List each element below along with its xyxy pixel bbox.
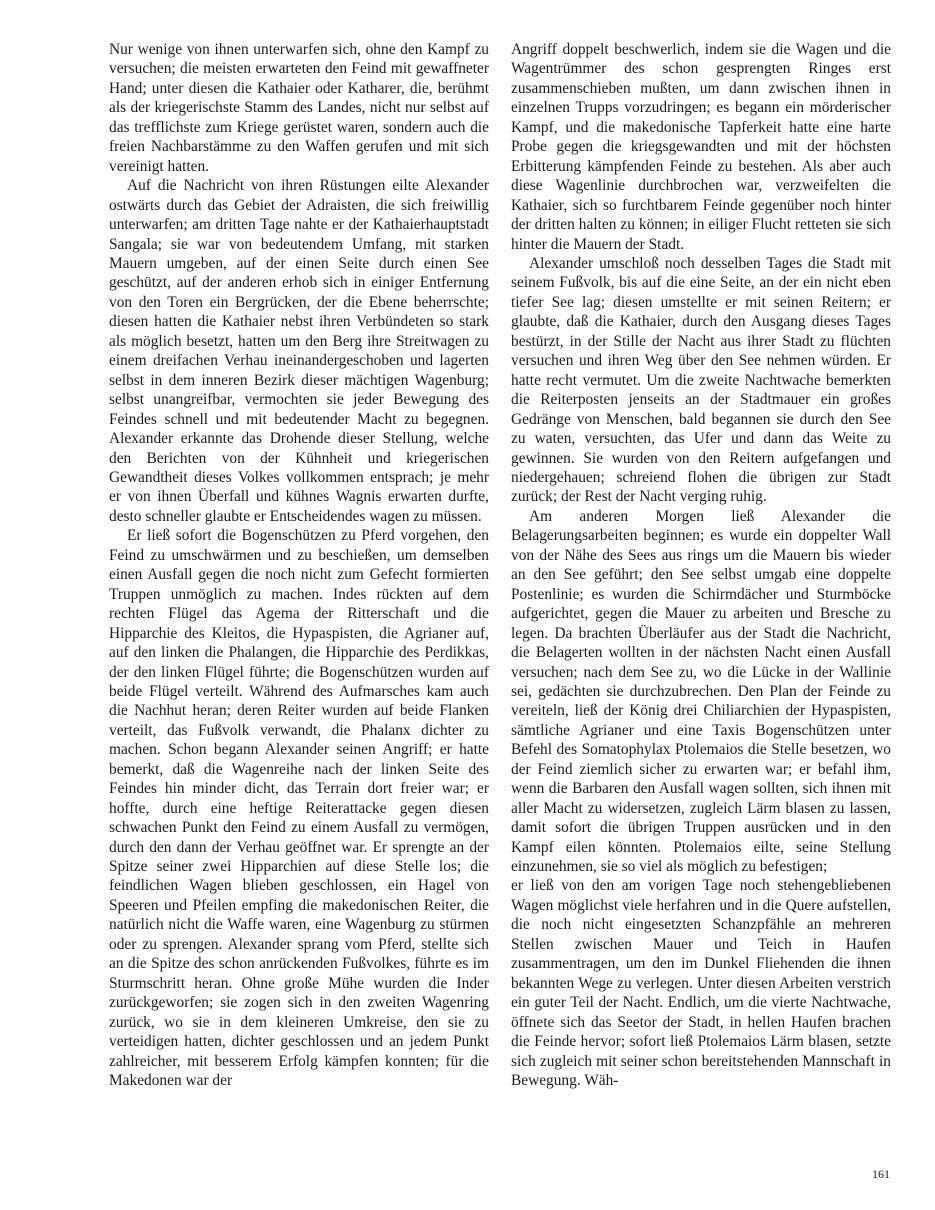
paragraph: Angriff doppelt beschwerlich, indem sie die Wagen und die Wagentrümmer des schon gesprengten Ringes erst zusammenschieben mußten, um dann zwischen ihnen in einzelnen Trupps vorzudringen; es begann ein mörderischer Kampf, und die makedonische Tapferkeit hatte eine harte Probe gegen die kriegsgewandten und mit der höchsten Erbitterung kämpfenden Feinde zu bestehen. Als aber auch diese Wagenlinie durchbrochen war, verzweifelten die Kathaier, sich so furchtbarem Feinde gegenüber noch hinter der dritten halten zu können; in eiliger Flucht retteten sie sich hinter die Mauern der Stadt. (511, 41, 891, 253)
paragraph: Auf die Nachricht von ihren Rüstungen eilte Alexander ostwärts durch das Gebiet der Adraisten, die sich freiwillig unterwarfen; am dritten Tage nahte er der Kathaierhauptstadt Sangala; sie war von bedeutendem Umfang, mit starken Mauern umgeben, auf der einen Seite durch einen See geschützt, auf der anderen erhob sich in einiger Entfernung von den Toren ein Bergrücken, der die Ebene beherrschte; diesen hatten die Kathaier nebst ihren Verbündeten so stark als möglich besetzt, hatten um den Berg ihre Streitwagen zu einem dreifachen Verhau ineinandergeschoben und lagerten selbst in dem inneren Bezirk dieser mächtigen Wagenburg; selbst unangreifbar, vermochten sie jeder Bewegung des Feindes schnell und mit bedeutender Macht zu begegnen. Alexander erkannte das Drohende dieser Stellung, welche den Berichten von der Kühnheit und kriegerischen Gewandtheit dieses Volkes vollkommen entsprach; je mehr er von ihnen Überfall und kühnes Wagnis erwarten durfte, desto schneller glaubte er Entscheidendes wagen zu müssen. (109, 177, 489, 525)
left-text-column (109, 40, 489, 1090)
page-number: 161 (872, 1167, 890, 1181)
paragraph: er ließ von den am vorigen Tage noch stehengebliebenen Wagen möglichst viele herfahren und in die Quere aufstellen, die noch nicht eingesetzten Schanzpfähle an mehreren Stellen zwischen Mauer und Teich in Haufen zusammentragen, um den im Dunkel Fliehenden die ihnen bekannten Wege zu verlegen. Unter diesen Arbeiten verstrich ein guter Teil der Nacht. Endlich, um die vierte Nachtwache, öffnete sich das Seetor der Stadt, in hellen Haufen brachen die Feinde hervor; sofort ließ Ptolemaios Lärm blasen, setzte sich zugleich mit seiner schon bereitstehenden Mannschaft in Bewegung. Wäh- (511, 877, 891, 1090)
paragraph: Nur wenige von ihnen unterwarfen sich, ohne den Kampf zu versuchen; die meisten erwarteten den Feind mit gewaffneter Hand; unter diesen die Kathaier oder Katharer, die, berühmt als der kriegerischste Stamm des Landes, nicht nur selbst auf das trefflichste zum Kriege gerüstet waren, sondern auch die freien Nachbarstämme zu den Waffen gerufen und mit sich vereinigt hatten. (109, 41, 489, 175)
paragraph: Am anderen Morgen ließ Alexander die Belagerungsarbeiten beginnen; es wurde ein doppelter Wall von der Nähe des Sees aus rings um die Mauern bis wieder an den See geführt; den See selbst umgab eine doppelte Postenlinie; es wurden die Schirmdächer und Sturmböcke aufgerichtet, gegen die Mauer zu arbeiten und Bresche zu legen. Da brachten Überläufer aus der Stadt die Nachricht, die Belagerten wollten in der nächsten Nacht einen Ausfall versuchen; nach dem See zu, wo die Lücke in der Wallinie sei, gedächten sie durchzubrechen. Den Plan der Feinde zu vereiteln, ließ der König drei Chiliarchien der Hypaspisten, sämtliche Agrianer und eine Taxis Bogenschützen unter Befehl des Somatophylax Ptolemaios die Stelle besetzen, wo der Feind ziemlich sicher zu erwarten war; er befahl ihm, wenn die Barbaren den Ausfall wagen sollten, sich ihnen mit aller Macht zu widersetzen, zugleich Lärm blasen zu lassen, damit sofort die übrigen Truppen ausrücken und in den Kampf eilen könnten. Ptolemaios eilte, seine Stellung einzunehmen, sie so viel als möglich zu befestigen; (511, 507, 891, 876)
paragraph: Er ließ sofort die Bogenschützen zu Pferd vorgehen, den Feind zu umschwärmen und zu beschießen, um demselben einen Ausfall gegen die noch nicht zum Gefecht formierten Truppen unmöglich zu machen. Indes rückten auf dem rechten Flügel das Agema der Ritterschaft und die Hipparchie des Kleitos, die Hypaspisten, die Agrianer auf, auf den linken die Phalangen, die Hipparchie des Perdikkas, der den linken Flügel führte; die Bogenschützen wurden auf beide Flügel verteilt. Während des Aufmarsches kam auch die Nachhut heran; deren Reiter wurden auf beide Flanken verteilt, das Fußvolk verwandt, die Phalanx dichter zu machen. Schon begann Alexander seinen Angriff; er hatte bemerkt, daß die Wagenreihe nach der linken Seite des Feindes hin minder dicht, das Terrain dort freier war; er hoffte, durch eine heftige Reiterattacke gegen diesen schwachen Punkt den Feind zu einem Ausfall zu vermögen, durch den dann der Verhau geöffnet war. Er sprengte an der Spitze seiner zwei Hipparchien auf diese Stelle los; die feindlichen Wagen blieben geschlossen, ein Hagel von Speeren und Pfeilen empfing die makedonischen Reiter, die natürlich nicht die Waffe waren, eine Wagenburg zu stürmen oder zu sprengen. Alexander sprang vom Pferd, stellte sich an die Spitze des schon anrückenden Fußvolkes, führte es im Sturmschritt heran. Ohne große Mühe wurden die Inder zurückgeworfen; sie zogen sich in den zweiten Wagenring zurück, wo sie in dem kleineren Umkreise, den sie zu verteidigen hatten, dichter geschlossen und an jedem Punkt zahlreicher, mit besserem Erfolg kämpfen konnten; für die Makedonen war der (109, 527, 489, 1090)
right-text-column (511, 40, 891, 1090)
paragraph: Alexander umschloß noch desselben Tages die Stadt mit seinem Fußvolk, bis auf die eine Seite, an der ein nicht eben tiefer See lag; diesen umstellte er mit seinen Reitern; er glaubte, daß die Kathaier, durch den Ausgang dieses Tages bestürzt, in der Stille der Nacht aus ihrer Stadt zu flüchten versuchen und ihren Weg über den See nehmen würden. Er hatte recht vermutet. Um die zweite Nachtwache bemerkten die Reiterposten jenseits an der Stadtmauer ein großes Gedränge von Menschen, bald begannen sie durch den See zu waten, versuchten, das Ufer und dann das Weite zu gewinnen. Sie wurden von den Reitern aufgefangen und niedergehauen; schreiend flohen die übrigen zur Stadt zurück; der Rest der Nacht verging ruhig. (511, 254, 891, 506)
